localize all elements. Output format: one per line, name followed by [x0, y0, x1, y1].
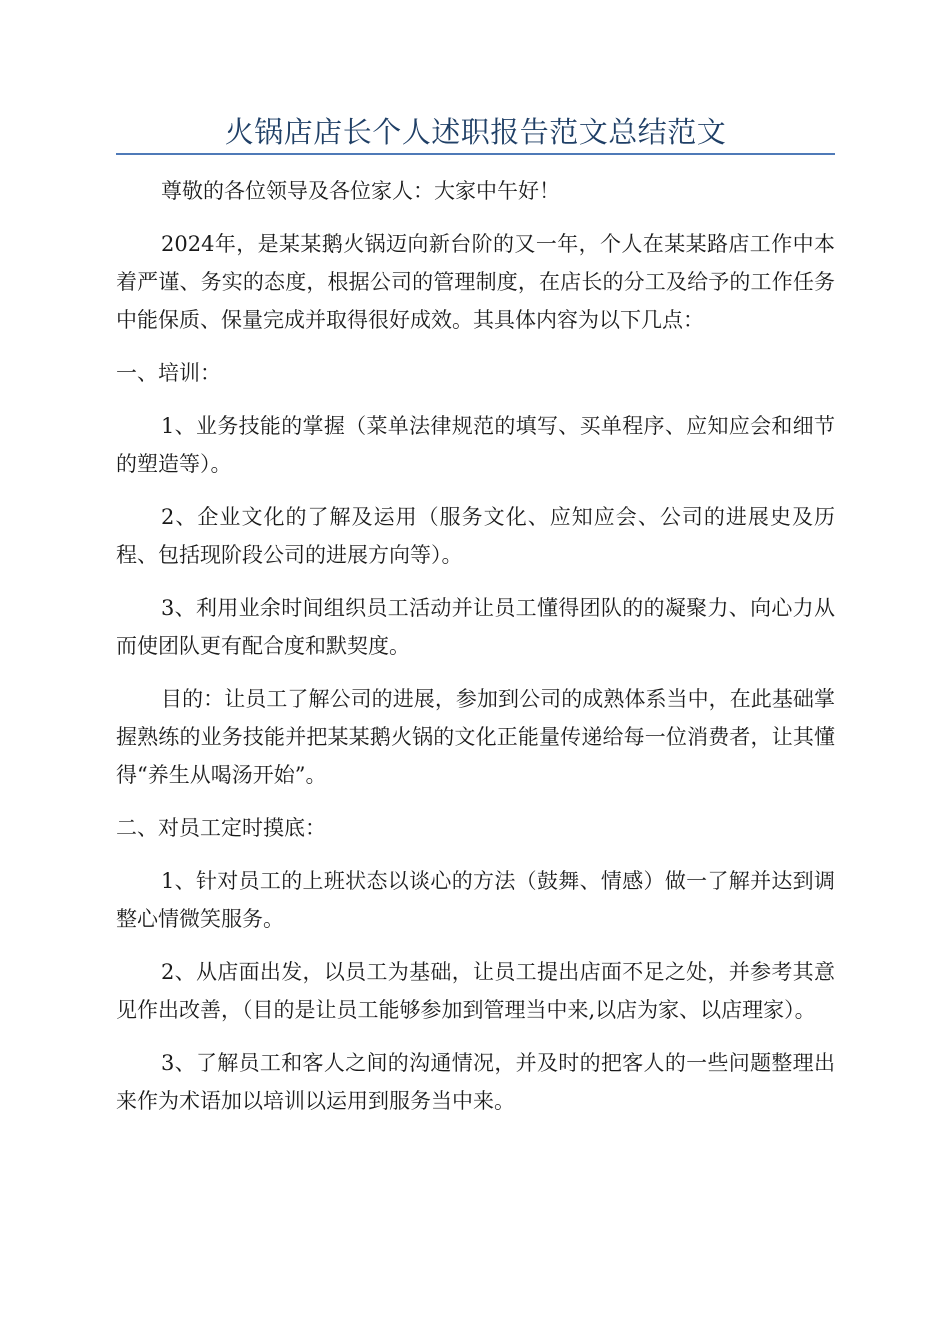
section-heading-training: 一、培训：	[116, 361, 221, 385]
staff-check-item-2: 2、从店面出发，以员工为基础，让员工提出店面不足之处，并参考其意见作出改善，（目的是让员工能够参加到管理当中来,以店为家、以店理家）。	[116, 960, 835, 1022]
title-underline	[116, 153, 835, 155]
training-item-3: 3、利用业余时间组织员工活动并让员工懂得团队的的凝聚力、向心力从而使团队更有配合度和默契度。	[116, 596, 835, 658]
document-body	[116, 172, 835, 1135]
greeting-paragraph: 尊敬的各位领导及各位家人：大家中午好！	[161, 179, 560, 203]
document-title: 火锅店店长个人述职报告范文总结范文	[224, 115, 727, 149]
staff-check-item-1: 1、针对员工的上班状态以谈心的方法（鼓舞、情感）做一了解并达到调整心情微笑服务。	[116, 869, 835, 931]
staff-check-item-3: 3、了解员工和客人之间的沟通情况，并及时的把客人的一些问题整理出来作为术语加以培训以运用到服务当中来。	[116, 1051, 835, 1113]
training-purpose-paragraph: 目的：让员工了解公司的进展，参加到公司的成熟体系当中，在此基础掌握熟练的业务技能并把某某鹅火锅的文化正能量传递给每一位消费者，让其懂得“养生从喝汤开始”。	[116, 687, 835, 787]
training-item-2: 2、企业文化的了解及运用（服务文化、应知应会、公司的进展史及历程、包括现阶段公司的进展方向等）。	[116, 505, 835, 567]
section-heading-staff-check: 二、对员工定时摸底：	[116, 816, 326, 840]
training-item-1: 1、业务技能的掌握（菜单法律规范的填写、买单程序、应知应会和细节的塑造等）。	[116, 414, 835, 476]
intro-paragraph: 2024年，是某某鹅火锅迈向新台阶的又一年，个人在某某路店工作中本着严谨、务实的态度，根据公司的管理制度，在店长的分工及给予的工作任务中能保质、保量完成并取得很好成效。其具体内容为以下几点：	[116, 232, 835, 332]
